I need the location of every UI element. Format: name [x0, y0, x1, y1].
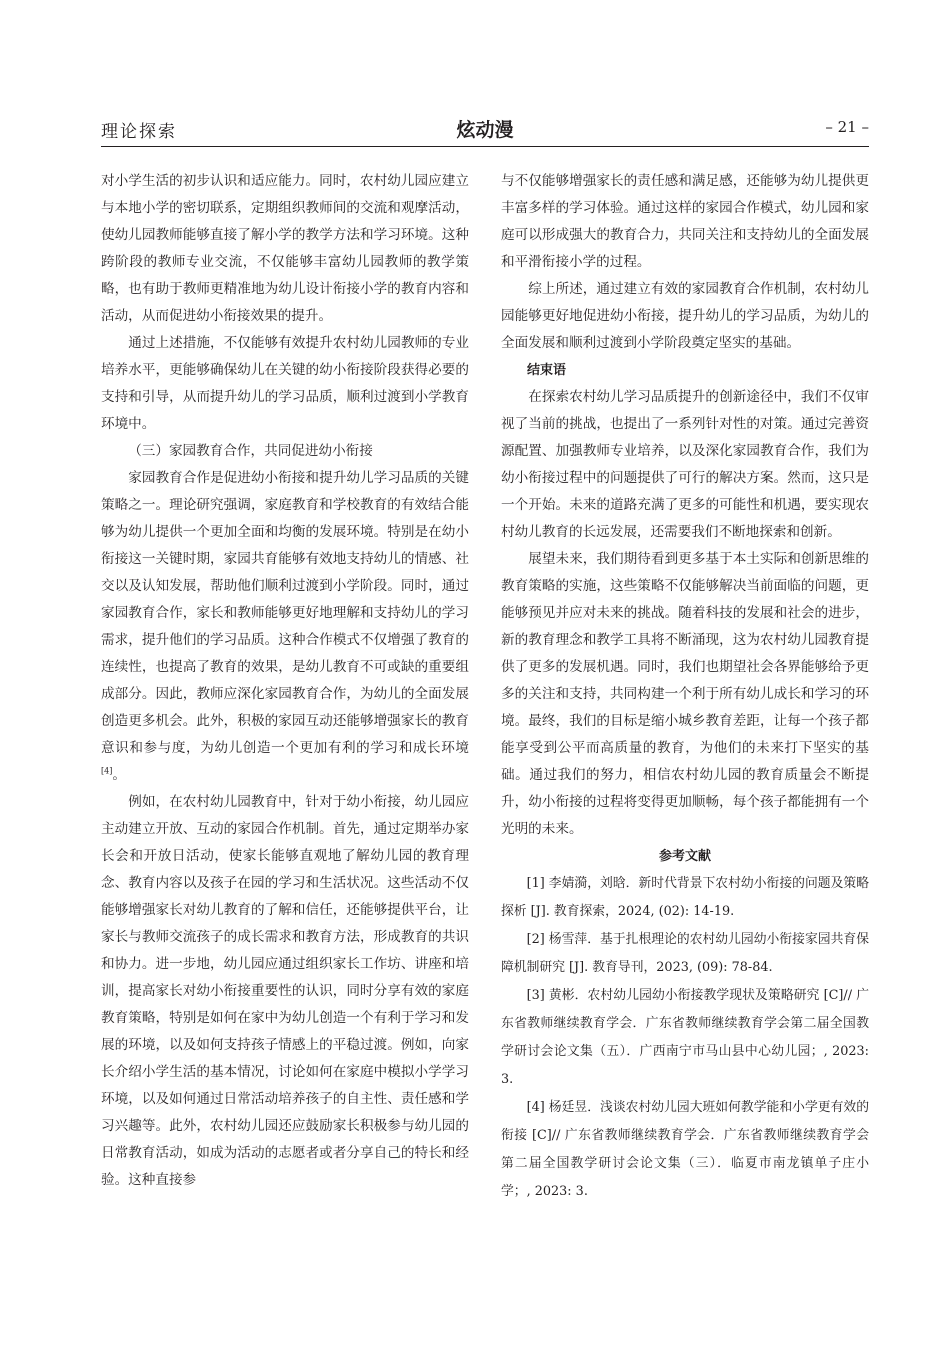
citation-marker: [4]	[101, 766, 113, 776]
page-header	[101, 117, 869, 147]
paragraph: 展望未来，我们期待看到更多基于本土实际和创新思维的教育策略的实施，这些策略不仅能够解决当前面临的问题，更能够预见并应对未来的挑战。随着科技的发展和社会的进步，新的教育理念和教学工具将不断涌现，这为农村幼儿园教育提供了更多的发展机遇。同时，我们也期望社会各界能够给予更多的关注和支持，共同构建一个利于所有幼儿成长和学习的环境。最终，我们的目标是缩小城乡教育差距，让每一个孩子都能享受到公平而高质量的教育，为他们的未来打下坚实的基础。通过我们的努力，相信农村幼儿园的教育质量会不断提升，幼小衔接的过程将变得更加顺畅，每个孩子都能拥有一个光明的未来。	[501, 551, 869, 837]
paragraph: 综上所述，通过建立有效的家园教育合作机制，农村幼儿园能够更好地促进幼小衔接，提升幼儿的学习品质，为幼儿的全面发展和顺利过渡到小学阶段奠定坚实的基础。	[501, 281, 869, 351]
page-number: – 21 –	[825, 118, 869, 136]
section-subheading: （三）家园教育合作，共同促进幼小衔接	[128, 443, 373, 459]
paragraph: 对小学生活的初步认识和适应能力。同时，农村幼儿园应建立与本地小学的密切联系，定期组织教师间的交流和观摩活动，使幼儿园教师能够直接了解小学的教学方法和学习环境。这种跨阶段的教师专业交流，不仅能够丰富幼儿园教师的教学策略，也有助于教师更精准地为幼儿设计衔接小学的教育内容和活动，从而促进幼小衔接效果的提升。	[101, 173, 469, 324]
paragraph-end: 。	[112, 767, 126, 783]
journal-title: 炫动漫	[456, 119, 514, 141]
section-label: 理论探索	[101, 122, 177, 142]
paragraph: 例如，在农村幼儿园教育中，针对于幼小衔接，幼儿园应主动建立开放、互动的家园合作机制。首先，通过定期举办家长会和开放日活动，使家长能够直观地了解幼儿园的教育理念、教育内容以及孩子在园的学习和生活状况。这些活动不仅能够增强家长对幼儿教育的了解和信任，还能够提供平台，让家长与教师交流孩子的成长需求和教育方法，形成教育的共识和协力。进一步地，幼儿园应通过组织家长工作坊、讲座和培训，提高家长对幼小衔接重要性的认识，同时分享有效的家庭教育策略，特别是如何在家中为幼儿创造一个有利于学习和发展的环境，以及如何支持孩子情感上的平稳过渡。例如，向家长介绍小学生活的基本情况，讨论如何在家庭中模拟小学学习环境，以及如何通过日常活动培养孩子的自主性、责任感和学习兴趣等。此外，农村幼儿园还应鼓励家长积极参与幼儿园的日常教育活动，如成为活动的志愿者或者分享自己的特长和经验。这种直接参	[101, 794, 469, 1188]
conclusion-heading: 结束语	[527, 363, 567, 378]
reference-item: [1] 李婧漪，刘晗．新时代背景下农村幼小衔接的问题及策略探析 [J]. 教育探索，2024, (02): 14-19.	[501, 876, 869, 919]
right-column	[501, 168, 869, 1206]
reference-item: [4] 杨廷昱．浅谈农村幼儿园大班如何教学能和小学更有效的衔接 [C]// 广东省教师继续教育学会．广东省教师继续教育学会第二届全国教学研讨会论文集（三）．临夏市南龙镇单子庄小学；, 2023: 3.	[501, 1100, 869, 1199]
references-heading: 参考文献	[658, 849, 711, 864]
paragraph: 在探索农村幼儿学习品质提升的创新途径中，我们不仅审视了当前的挑战，也提出了一系列针对性的对策。通过完善资源配置、加强教师专业培养，以及深化家园教育合作，我们为幼小衔接过程中的问题提供了可行的解决方案。然而，这只是一个开始。未来的道路充满了更多的可能性和机遇，要实现农村幼儿教育的长远发展，还需要我们不断地探索和创新。	[501, 389, 869, 540]
paragraph: 与不仅能够增强家长的责任感和满足感，还能够为幼儿提供更丰富多样的学习体验。通过这样的家园合作模式，幼儿园和家庭可以形成强大的教育合力，共同关注和支持幼儿的全面发展和平滑衔接小学的过程。	[501, 173, 869, 270]
paragraph-text: 家园教育合作是促进幼小衔接和提升幼儿学习品质的关键策略之一。理论研究强调，家庭教育和学校教育的有效结合能够为幼儿提供一个更加全面和均衡的发展环境。特别是在幼小衔接这一关键时期，家园共育能够有效地支持幼儿的情感、社交以及认知发展，帮助他们顺利过渡到小学阶段。同时，通过家园教育合作，家长和教师能够更好地理解和支持幼儿的学习需求，提升他们的学习品质。这种合作模式不仅增强了教育的连续性，也提高了教育的效果，是幼儿教育不可或缺的重要组成部分。因此，教师应深化家园教育合作，为幼儿的全面发展创造更多机会。此外，积极的家园互动还能够增强家长的教育意识和参与度，为幼儿创造一个更加有利的学习和成长环境	[101, 470, 469, 756]
left-column	[101, 168, 469, 1194]
header-rule	[101, 146, 869, 147]
reference-item: [2] 杨雪萍．基于扎根理论的农村幼儿园幼小衔接家园共育保障机制研究 [J]. 教育导刊，2023, (09): 78-84.	[501, 932, 869, 975]
paragraph: 通过上述措施，不仅能够有效提升农村幼儿园教师的专业培养水平，更能够确保幼儿在关键的幼小衔接阶段获得必要的支持和引导，从而提升幼儿的学习品质，顺利过渡到小学教育环境中。	[101, 335, 469, 432]
paragraph	[101, 465, 469, 789]
reference-item: [3] 黄彬．农村幼儿园幼小衔接教学现状及策略研究 [C]// 广东省教师继续教育学会．广东省教师继续教育学会第二届全国教学研讨会论文集（五）．广西南宁市马山县中心幼儿园；, 2023: 3.	[501, 988, 869, 1087]
